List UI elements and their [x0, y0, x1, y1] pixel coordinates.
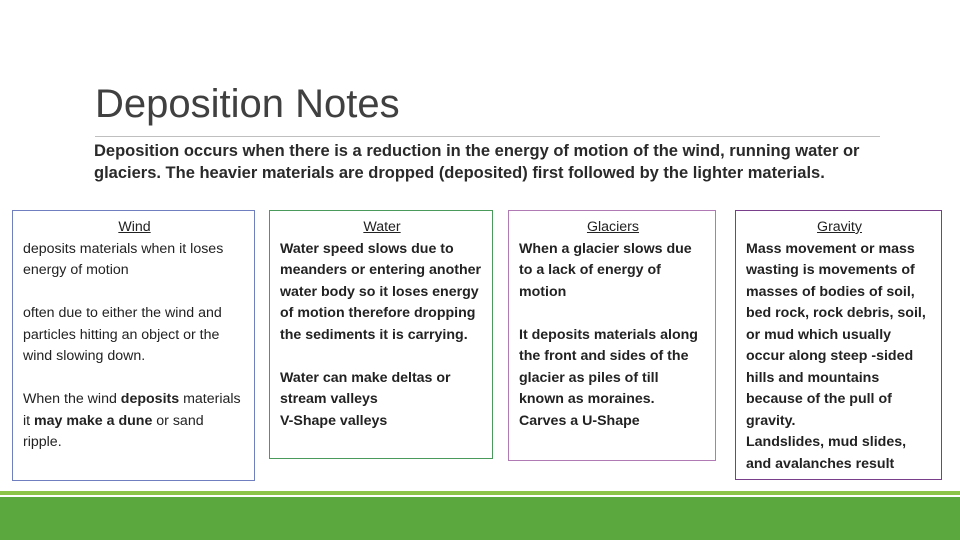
gravity-box [735, 210, 942, 480]
wind-box [12, 210, 255, 481]
water-text-3: V-Shape valleys [280, 412, 388, 429]
gravity-heading: Gravity [817, 219, 862, 235]
gravity-text-1: Mass movement or mass wasting is movements of masses of bodies of soil, bed rock, rock debris, soil, or mud which usually occur along steep -sided hills and mountains because of the pull of gravity. [746, 240, 926, 429]
wind-text-2: often due to either the wind and particles hitting an object or the wind slowing down. [23, 305, 222, 364]
glaciers-text-2: It deposits materials along the front and sides of the glacier as piles of till known as moraines. [519, 326, 698, 407]
glaciers-text-1: When a glacier slows due to a lack of energy of motion [519, 240, 692, 300]
wind-heading: Wind [118, 219, 151, 235]
footer-accent-line [0, 491, 960, 495]
page-title: Deposition Notes [95, 82, 400, 126]
water-heading: Water [363, 219, 401, 235]
footer-bar [0, 497, 960, 540]
water-text-1: Water speed slows due to meanders or entering another water body so it loses energy of motion therefore dropping the sediments it is carrying. [280, 240, 482, 343]
water-box [269, 210, 493, 459]
wind-text-1: deposits materials when it loses energy of motion [23, 240, 224, 278]
gravity-text-2: Landslides, mud slides, and avalanches result [746, 434, 907, 472]
glaciers-text-3: Carves a U-Shape [519, 412, 640, 429]
wind-text-3: When the wind deposits materials it may make a dune or sand ripple. [23, 391, 241, 450]
water-text-2: Water can make deltas or stream valleys [280, 369, 451, 407]
glaciers-heading: Glaciers [586, 219, 640, 235]
intro-text: Deposition occurs when there is a reduction in the energy of motion of the wind, running water or glaciers. The heavier materials are dropped (deposited) first followed by the lighter materials. [94, 142, 860, 182]
title-divider [95, 136, 880, 137]
glaciers-box [508, 210, 716, 461]
